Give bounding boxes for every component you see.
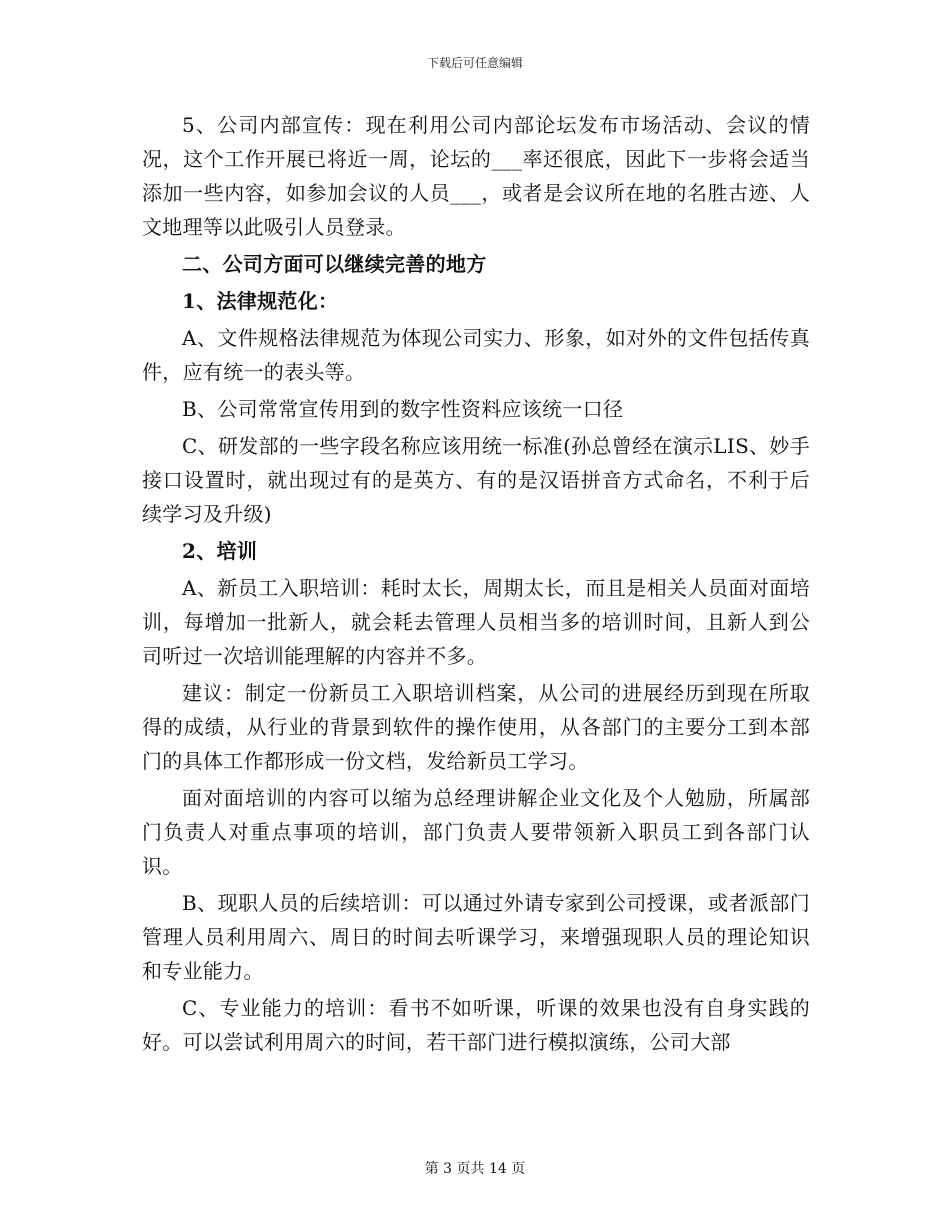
page-header: 下载后可任意编辑 bbox=[426, 56, 523, 70]
page-footer: 第 3 页共 14 页 bbox=[424, 1161, 526, 1177]
document-body bbox=[142, 108, 810, 1062]
paragraph-item-a-documents: A、文件规格法律规范为体现公司实力、形象，如对外的文件包括传真件，应有统一的表头等。 bbox=[142, 326, 810, 384]
paragraph-suggestion: 建议：制定一份新员工入职培训档案，从公司的进展经历到现在所取得的成绩，从行业的背景到软件的操作使用，从各部门的主要分工到本部门的具体工作都形成一份文档，发给新员工学习。 bbox=[142, 681, 810, 773]
paragraph-face-to-face: 面对面培训的内容可以缩为总经理讲解企业文化及个人勉励，所属部门负责人对重点事项的培训，部门负责人要带领新入职员工到各部门认识。 bbox=[142, 786, 810, 878]
paragraph-professional-training: C、专业能力的培训：看书不如听课，听课的效果也没有自身实践的好。可以尝试利用周六的时间，若干部门进行模拟演练，公司大部 bbox=[142, 996, 810, 1054]
paragraph-internal-publicity: 5、公司内部宣传：现在利用公司内部论坛发布市场活动、会议的情况，这个工作开展已将近一周，论坛的___率还很底，因此下一步将会适当添加一些内容，如参加会议的人员___，或者是会议所在地的名胜古迹、人文地理等以此吸引人员登录。 bbox=[142, 113, 810, 239]
paragraph-item-b-data: B、公司常常宣传用到的数字性资料应该统一口径 bbox=[182, 397, 624, 421]
section-heading-improvements: 二、公司方面可以继续完善的地方 bbox=[182, 252, 487, 276]
paragraph-item-c-fields: C、研发部的一些字段名称应该用统一标准(孙总曾经在演示LIS、妙手接口设置时，就出现过有的是英方、有的是汉语拼音方式命名，不利于后续学习及升级) bbox=[142, 434, 810, 526]
paragraph-ongoing-training: B、现职人员的后续培训：可以通过外请专家到公司授课，或者派部门管理人员利用周六、周日的时间去听课学习，来增强现职人员的理论知识和专业能力。 bbox=[142, 891, 810, 983]
subheading-training: 2、培训 bbox=[182, 539, 258, 563]
paragraph-new-employee-training: A、新员工入职培训：耗时太长，周期太长，而且是相关人员面对面培训，每增加一批新人，就会耗去管理人员相当多的培训时间，且新人到公司听过一次培训能理解的内容并不多。 bbox=[142, 576, 810, 668]
subheading-legal-standardization: 1、法律规范化： bbox=[182, 289, 339, 313]
